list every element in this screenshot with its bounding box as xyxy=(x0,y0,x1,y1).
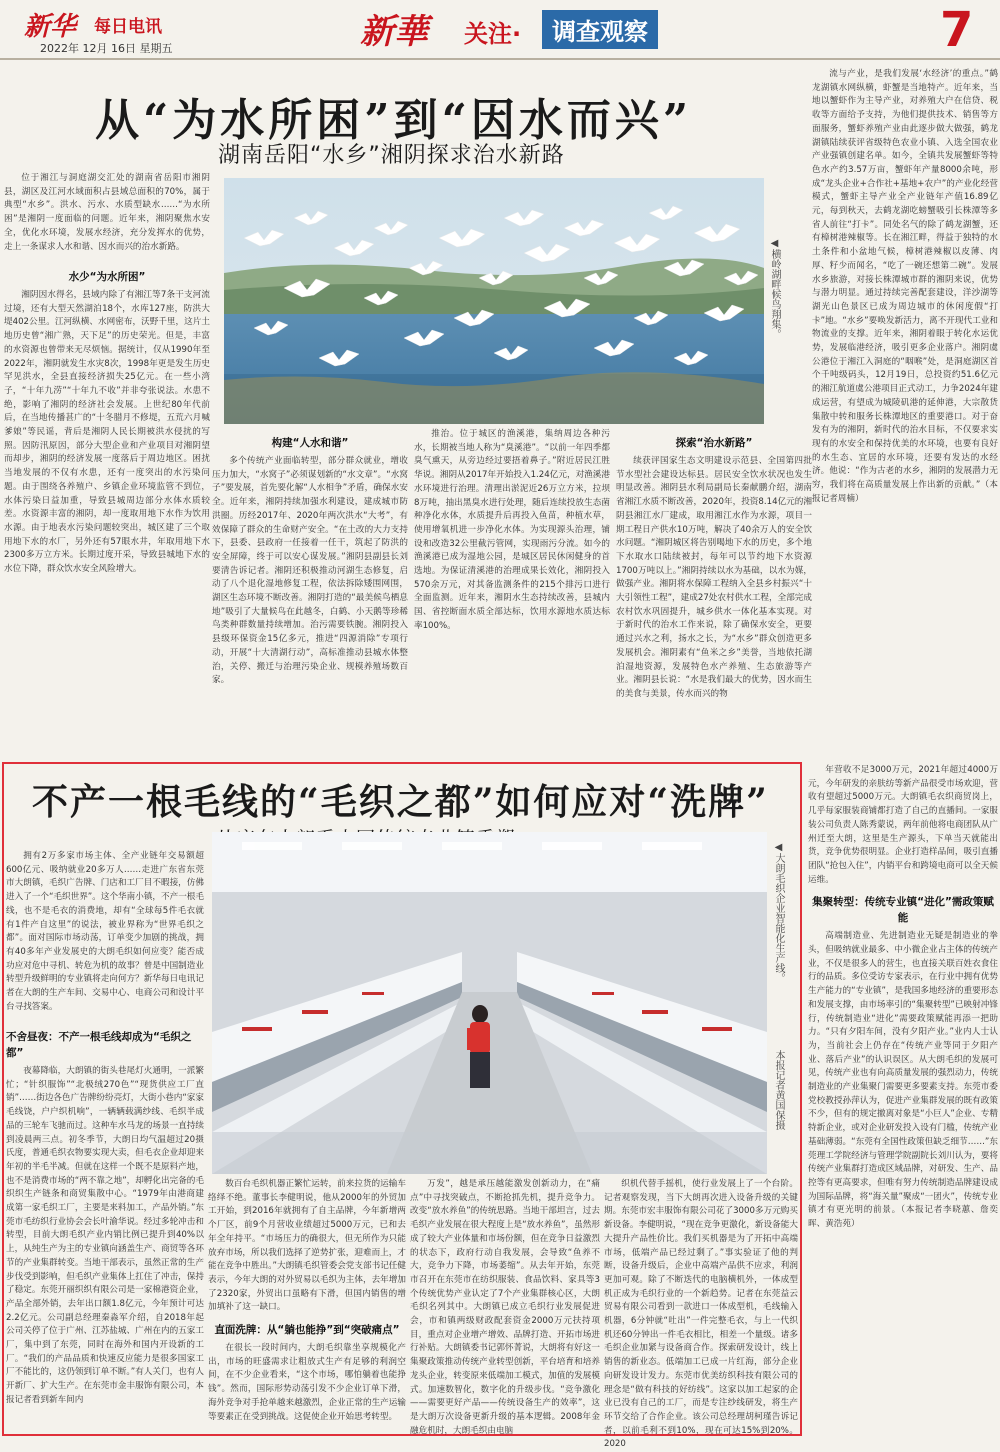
article1-subtitle: 湖南岳阳“水乡”湘阴探求治水新路 xyxy=(218,143,565,168)
article1-column-1-text: 湘阴因水得名，县域内除了有湘江等7条干支河流过境，还有大型天然湖泊18个，水库127座，防洪大堤402公里。江河纵横、水网密布，沃野千里，这片土地历史曾“湘广熟，天下足”的历史荣光。但是，丰富的水资源也曾带来无尽烦恼。据统计，仅从1990年至2022年，湘阴就发生水灾8次，1998年更是发生历史罕见洪水，全县直接经济损失25亿元。在一些小湾子，“十年九涝”“十年九不收”并非夸张说法。水患不绝，影响了湘阴的经济社会发展。上世纪80年代前后，在当地传播甚广的“十冬腊月不修堤，五荒六月喊爹娘”等民谣，背后是湘阴人民长期被洪水侵扰的写照。因防汛原因，部分大型企业和产业项目对湘阴望而却步，湘阴的经济发展一度落后于周边地区。困扰当地发展的不仅有水患，还有一度突出的水污染问题。由于围绕各养殖户、乡镇企业环境监管不到位，水体污染日益加重，导致县城周边部分水体水质较差。水资源丰富的湘阴，却一度取用地下水作为饮用水源。由于地表水污染问题较突出，城区建了三个取用地下水的水厂，另外还有57眼水井，年取用地下水2300多万立方米。长期过度开采，导致县城地下水的水位下降，群众饮水安全风险增大。 xyxy=(4,290,210,575)
article2-title: 不产一根毛线的“毛织之都”如何应对“洗牌” xyxy=(32,781,769,823)
article2-column-4-text: 织机代替手摇机，使行业发展上了一个台阶。记者观察发现，当下大朗再次进入设备升级的关键期。东莞市宏丰服饰有限公司花了3000多万元购买新设备。李健明说，“现在竞争更激化，新设备能大大提升产品性价比。我们买机器是为了开拓中高端市场，低端产品已经过剩了。”事实验证了他的判断，设备升级后，企业中高端产品供不应求，利润更加可观。除了不断迭代的电脑横机外，一体成型机正成为毛织行业的一个新趋势。记者在东莞益云贸易有限公司看到一款进口一体成型机，毛线输入机器，6分钟就“吐出”一件完整毛衣，与上一代织机还60分钟出一件毛衣相比，相差一个量级。诸多毛织企业加紧与设备商合作。探索研发设计，线上销售的新业态。低端加工已成一片红海，部分企业向研发设计发力。东莞市优美纺织科技有限公司的理念是“做有科技的好纺线”。这家以加工起家的企业已没有自己的工厂，而是专注纱线研发，将生产环节交给了合作企业。该公司总经理胡柯瑾告诉记者，以前毛利不到10%，现在可达15%到20%。2020 xyxy=(604,1179,798,1450)
header-divider xyxy=(0,58,1000,60)
article1-column-2 xyxy=(212,428,408,758)
article2-column-2 xyxy=(208,1178,406,1432)
page-number: 7 xyxy=(940,2,974,58)
article2-column-5 xyxy=(808,764,998,1434)
article1-column-3 xyxy=(414,428,610,758)
article1-column-4 xyxy=(616,428,812,758)
article2-heading-3: 集聚转型：传统专业镇“进化”需政策赋能 xyxy=(812,896,994,925)
article2-column-5b-text: 高端制造业、先进制造业无疑是制造业的拳头，但吸纳就业最多、中小微企业占主体的传统产业，不仅是很多人的营生，也直接关联百姓衣食住行的品质。多位受访专家表示，在行业中拥有优势生产能力的“专业镇”，是我国多地经济的重要形态和发展支撑，由市场率引的“集聚转型”已映射冲锋行，传统制造业“进化”需要政策赋能再添一把助力。“只有夕阳车间，没有夕阳产业。”业内人士认为，当前社会上仍存在“传统产业等同于夕阳产业、落后产业”的认识误区。从大朗毛织的发展可见，传统产业也有向高质量发展的强烈动力，传统制造业的产业集聚门需要更多要素支持。东莞市委党校教授孙萍认为，促进产业集群发展的既有政策不少，但有的规定撤离对象是“小巨人”企业、专精特新企业，或对企业研发投入设有门槛，传统产业基础薄弱。“东莞有全国性政策但缺乏细节……”东莞理工学院经济与管理学院副院长刘川认为，要将传统产业集群打造成区域品牌，对研发、生产、品控等有更高要求，但唯有努力传统制造品牌建设成为国际品牌，将“海关量”聚成“一团火”，传统专业镇才有更光明的前景。（本报记者李晓蕙、詹奕晖、黄浩苑） xyxy=(808,931,998,1230)
article1-lead xyxy=(4,172,210,258)
article1-column-5-text: 流与产业，是我们发展‘水经济’的重点。”鹤龙湖镇水网纵横，虾蟹是当地特产。近年来，当地以蟹虾作为主导产业，对养殖大户在信贷、税收等方面给予支持，为他们提供技术、销售等方面服务，蟹虾养殖产业由此逐步做大做强，鹤龙湖镇陆续获评省级特色农业小镇、入选全国农业产业强镇创建名单。如今，全镇共发展蟹虾等特色水产约3.57万亩，蟹虾年产量8000余吨，形成“龙头企业+合作社+基地+农户”的产业化经营模式，蟹虾主导产业全产业链年产值16.89亿元，每到秋天，去鹤龙湖吃螃蟹吸引长株潭等多省人前往“打卡”。同处名气的除了鹤龙湖蟹，还有樟树港辣椒等。长在湘江畔，得益于独特的水土条件和小盆地气候，樟树港辣椒以皮薄、肉厚、籽少而闻名，“吃了一碗还想第二碗”。发展水乡旅游，对接长株潭城市群的湘阴来说，优势与潜力明显。通过持续完善配套建设，洋沙湖等湖光山色景区已成为周边城市的休闲度假“打卡”地。“水乡”要唤发新活力，离不开现代工业和物流业的支撑。近年来，湘阴着眼于转化水运优势，发展临港经济，吸引更多企业落户。湘阴虞公港位于湘江入洞庭的“咽喉”处，是洞庭湖区首个千吨级码头，12月19日，总投资约51.6亿元的湘江航道虞公港项目正式动工，力争2024年建成运营，有望成为城陵矶港的延伸港，大宗散货集散中转和服务长株潭地区的重要港口。对于奋发有为的湘阴，新时代的治水目标，不仅要求实现有的水安全和保持优美的水环境，也要有良好的水生态、宜居的水环境，还要有发达的水经济。他说：“作为古老的水乡，湘阴的发展潜力无穷，我们将在高质量发展上作出新的贡献。”（本报记者周楠） xyxy=(812,69,998,504)
newspaper-name: 每日电讯 xyxy=(94,17,162,37)
article2-column-3-text: 万发”，越是承压越能激发创新动力，在“痛点”中寻找突破点，不断抢抓先机，提升竞争力。改变“放水养鱼”的传统思路。当地干部坦言，过去毛织产业发展在很大程度上是“放水养鱼”，虽然形成了较大产业体量和市场份额，但在竞争日益激烈的状态下，政府行动自我发展，会导致“鱼养不大，竞争力下降，市场萎缩”。从去年开始，东莞市召开在东莞市在纺织服装、食品饮料、家具等3个传统优势产业认定了7个产业集群核心区，大朗毛织名列其中。大朗镇已成立毛织行业发展促进会，市和镇两级财政配套资金2000万元扶持项目，重点对企业增产增效、品牌打造、开拓市场进行补贴。大朗镇委书记郭怀菁说，大朗将有好这一集聚政策推动传统产业转型创新，平台培育和培养龙头企业，转变原来低端加工模式，加值的发展模式。加速数智化，数字化的升级步伐。“竞争激化——需要更好产品——传统设备生产的效率”，这是大朗万次设备更新升级的基本逻辑。2008年金融危机时，大朗毛织由电脑 xyxy=(410,1179,600,1436)
section-column-badge: 调查观察 xyxy=(542,10,658,49)
section-brand: 新華 xyxy=(360,12,428,52)
article2-heading-2: 直面洗牌：从“躺也能挣”到“突破痛点” xyxy=(214,1324,400,1337)
article1-column-4-text: 续获评国家生态文明建设示范县、全国第四批节水型社会建设达标县。居民安全饮水状况也发生明显改善。湘阴县水利局副局长秦献鹏介绍，湖南省湘江水质不断改善，2020年，投资8.14亿元的湘阴县湘江水厂建成，取用湘江水作为水源，项目一期工程日产供水10万吨，解决了40余万人的安全饮水问题。“湘阴城区将告别喝地下水的历史，多个地下水取水口陆续被封，每年可以节约地下水资源1700万吨以上。”湘阴持续以水为基础，以水为媒，做强产业。湘阴将水保障工程纳入全县乡村振兴“十大引领性工程”，建成27处农村供水工程，全部完成农村饮水巩固提升，城乡供水一体化基本实现。对于新时代的治水工作来说，除了确保水安全，更要通过兴水之利，扬水之长，为“水乡”群众创造更多发展机会。湘阴素有“鱼米之乡”美誉，当地依托湖泊湿地资源，发展特色水产养殖、生态旅游等产业。湘阴县长说：“水是我们最大的优势，因水而生的美食与美景，传水而兴的物 xyxy=(616,456,812,699)
article2-column-1 xyxy=(6,1022,204,1432)
article2-column-2-text: 数百台毛织机器正繁忙运转，前来拉货的运输车络绎不绝。董事长李健明说，他从2000年的外贸加工开始，到2016年就拥有了自主品牌，今年新增两个厂区，前9个月营收业绩超过5000万元，已和去年全年持平。“市场压力的确很大，但无所作为只能放弃市场，所以我们选择了逆势扩张，迎难而上，才能在竞争中胜出。”大朗镇毛织管委会党支部书记任健表示，今年大朗的对外贸易以毛织为主体，去年增加了2320家，外贸出口虽略有下滑，但国内销售的增加填补了这一缺口。 xyxy=(208,1179,406,1313)
article1-lead-text: 位于湘江与洞庭湖交汇处的湖南省岳阳市湘阴县，湖区及江河水域面积占县域总面积的70%，属于典型“水乡”。洪水、污水、水质型缺水……“为水所困”是湘阴一度面临的问题。近年来，湘阴聚焦水安全，优化水环境，发展水经济，充分发挥水的优势，走上一条谋求人水和谐、因水而兴的治水新路。 xyxy=(4,173,210,252)
newspaper-logo: 新华 xyxy=(24,12,77,42)
article1-photo-birds-lake xyxy=(224,178,764,424)
article1-heading-2: 构建“人水和谐” xyxy=(271,437,349,449)
article1-heading-1: 水少“为水所困” xyxy=(68,271,146,283)
article2-photo-knitting-factory xyxy=(212,832,767,1174)
article1-column-1 xyxy=(4,262,210,758)
article2-column-2b-text: 在很长一段时间内，大朗毛织靠坐享规模化产出，市场的旺盛需求让粗放式生产有足够的利润空间，在不少企业看来，“这个市场，哪怕躺着也能挣钱”。然而，国际形势动荡引发不少企业订单下滑，海外竞争对手抢单越来越激烈，企业正常的生产运输等要素正在受到挑战。这促使企业开始思考转型。 xyxy=(208,1343,406,1422)
article2-heading-1: 不舍昼夜：不产一根毛线却成为“毛织之都” xyxy=(6,1031,192,1059)
article2-column-1-text: 夜幕降临，大朗镇的街头巷尾灯火通明，一派繁忙；“针织服饰”“北极绒270色”“现货供应工厂直销”……街边各色广告牌纷纷亮灯，大街小巷内“家家毛线饶，户户织机响”，一辆辆载满纱线、毛织半成品的三轮车飞驰而过。这种车水马龙的场景一直持续到凌晨两三点。初冬季节，大朗日均气温超过20摄氏度，普通毛织衣物要实现大卖，但毛衣企业却迎来年初的半毛半减。但就在这样一个既不是原料产地，也不是消费市场的“两不靠之地”，却孵化出完备的毛织织生产链条和商贸集散中心。“1979年由港商建成第一家毛织工厂，主要是来料加工，产品外销。”东莞市毛纺织行业协会会长叶渝华说。经过多轮冲击和转型，目前大朗毛织产业内销比例已提升到40%以上，从纯生产为主的专业镇向涵盖生产、商贸等各环节的产业集群转变。当地干部表示，虽然正常的生产步伐受到影响，但毛织产业集体上扛住了冲击，保持了稳定。东莞开丽织织有限公司是一家棉港资企业，产品全部外销，去年出口额1.8亿元，今年预计可达2.2亿元。公司副总经理秦淼军介绍，自2018年起公司关停了位于广州、江苏盐城、广州在内的五家工厂，集中到了东莞，同时在海外和国内开设新的工厂。“我们的产品品质和快速反应能力是很多国家工厂不能比的，这仍领到订单不断。”有人关门，也有人开新厂、扩大生产。在东莞市金丰服饰有限公司，本报记者看到新车间内 xyxy=(6,1066,204,1405)
article2-column-3 xyxy=(410,1178,600,1436)
section-name: 关注· xyxy=(464,20,522,48)
article1-photo-caption: ◀横岭湖畔候鸟翔集。 xyxy=(769,238,780,339)
article1-title: 从“为水所困”到“因水而兴” xyxy=(95,95,693,146)
issue-date: 2022年 12月 16日 星期五 xyxy=(40,42,173,55)
article2-lead-text: 拥有2万多家市场主体、全产业链年交易额超600亿元、吸纳就业20多万人……走进广东省东莞市大朗镇，毛织广告牌、门店和工厂目不暇接，仿佛进入了一个“毛织世界”。这个华南小镇，不产一根毛线，也不是毛衣的消费地，却有“全球每5件毛衣就有1件产自这里”的说法，被业界称为“世界毛织之都”。面对国际市场动荡，订单变少加剧的挑战，拥有40多年产业发展史的大朗毛织如何应变？能否成功应对危中寻机、转危为机的故事？曾是中国制造业转型升级鲜明的专业镇将走向何方？新华每日电讯记者在大朗的生产车间、交易中心、电商公司和设计平台寻找答案。 xyxy=(6,851,204,1012)
article1-column-5 xyxy=(812,68,998,758)
article2-lead xyxy=(6,850,204,1020)
article1-column-3-text: 推治。位于城区的渔溪港，集纳周边各种污水，长期被当地人称为“臭溪港”。“以前一年四季都臭气熏天，从旁边经过要捂着鼻子。”附近居民江胜华说。湘阴从2017年开始投入1.24亿元，对渔溪港水环境进行治理。清理出淤泥近26万立方米，拉坝8万吨，抽出黑臭水进行处理，随后连续投放生态菌种净化水体，水质提升后再投入鱼苗，种植水草，使用增氧机进一步净化水体。为实现源头治理，铺设和改造32公里截污管网，实现雨污分流。如今的渔溪港已成为湿地公园，是城区居民休闲健身的首选地。为保证清溪港的治理成果长效化，湘阴投入570余万元，对其备监测条件的215个排污口进行全面监测。近年来，湘阴水生态持续改善，县城内国、省控断面水质全部达标，饮用水源地水质达标率100%。 xyxy=(414,429,610,631)
article2-photo-caption: ◀大朗毛织企业智能化生产线。 xyxy=(773,842,784,983)
article2-column-4 xyxy=(604,1178,798,1450)
article1-column-2-text: 多个传统产业面临转型，部分群众就业，增收压力加大，“水窝子”必须谋划新的“水文章”。“水窝子”要发展，首先要化解“人水相争”矛盾，确保水安全。近年来，湘阴持续加强水利建设，建成城市防洪圈。历经2017年、2020年两次洪水“大考”，有效保障了群众的生命财产安全。“在土改的大力支持下，县委、县政府一任接着一任干，筑起了防洪的安全屏障，终于可以安心谋发展。”湘阴县副县长刘要清告诉记者。湘阴还积极推动河湖生态修复，启动了八个退化湿地修复工程，依法拆除矮围网围，湖区生态环境不断改善。湘阴打造的“最美候鸟栖息地”吸引了大量候鸟在此越冬，白鹤、小天鹅等珍稀鸟类种群数量持续增加。治污需要铁腕。湘阴投入县级环保资金15亿多元，推进“四源消除”专项行动，开展“十大清湖行动”，高标准推动县城水体整治，关停、搬迁与治理污染企业、规模养殖场数百家。 xyxy=(212,456,408,686)
article1-heading-3: 探索“治水新路” xyxy=(675,437,753,449)
article2-column-5-text: 年营收不足3000万元，2021年超过4000万元，今年研发的亲肤纺等新产品很受市场欢迎，营收有望超过5000万元。大朗镇毛衣织商贸岗上，几乎每家服装商铺都打造了自己的直播间。一家服装公司负责人陈秀蒙说，两年前他将电商团队从广州迁至大朗，这里是生产源头，下单当天就能出货，竞争优势很明显。企业打造样品间，吸引直播团队“抢包入住”，内销平台和跨境电商可以全天候运维。 xyxy=(808,765,998,885)
article2-photo-credit: 本报记者黄国保摄 xyxy=(773,1050,784,1130)
